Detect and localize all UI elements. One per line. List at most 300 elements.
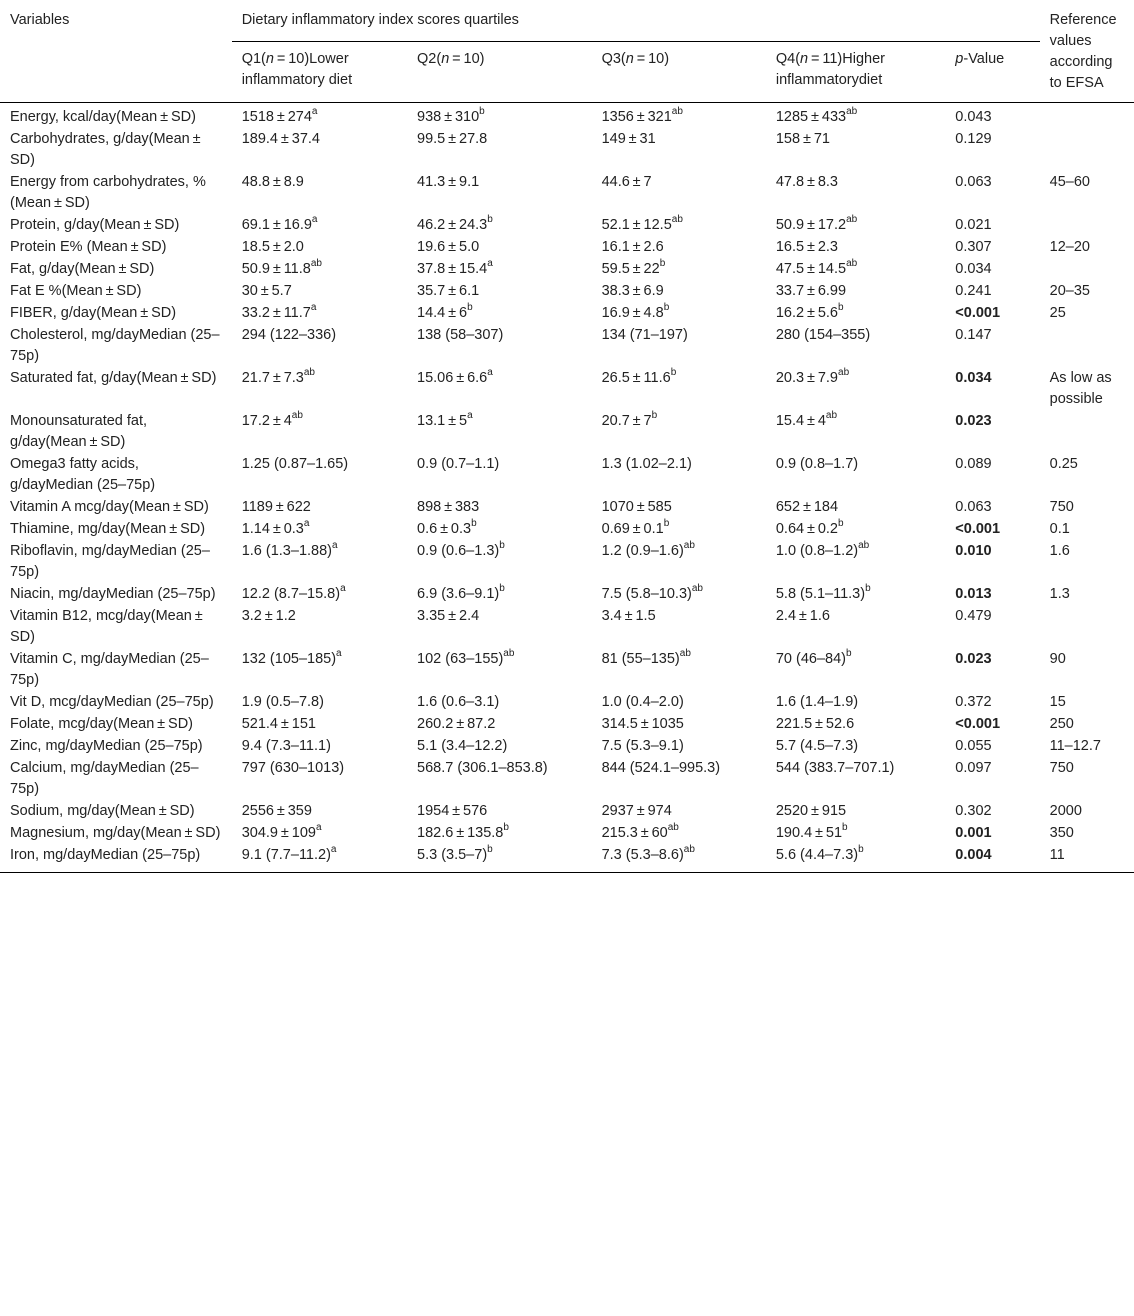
- cell-q4-value: 158 ± 71: [775, 131, 830, 147]
- cell-q3-value: 0.69 ± 0.1: [601, 521, 664, 537]
- cell-variable-value: Energy from carbohydrates, % (Mean ± SD): [10, 174, 206, 211]
- cell-q3-value: 2937 ± 974: [601, 803, 672, 819]
- table-row: [0, 237, 1134, 259]
- cell-reference-value: 20–35: [1049, 283, 1090, 299]
- cell-q2: [407, 519, 592, 541]
- cell-q3: [592, 325, 766, 368]
- cell-q3-value: 3.4 ± 1.5: [601, 608, 656, 624]
- cell-reference-value: 90: [1049, 651, 1066, 667]
- cell-reference: [1040, 215, 1134, 237]
- cell-q2-value: 182.6 ± 135.8: [417, 825, 504, 841]
- table-row: [0, 519, 1134, 541]
- cell-q2-value: 46.2 ± 24.3: [417, 217, 488, 233]
- cell-p-value: [945, 215, 1039, 237]
- cell-variable: [0, 368, 232, 411]
- cell-q2-superscript: b: [499, 583, 505, 595]
- cell-reference-value: 250: [1049, 716, 1074, 732]
- cell-q3-value: 1.2 (0.9–1.6): [601, 543, 684, 559]
- cell-variable: [0, 172, 232, 215]
- cell-reference-value: 350: [1049, 825, 1074, 841]
- table-row: [0, 606, 1134, 649]
- cell-q2-value: 3.35 ± 2.4: [417, 608, 480, 624]
- cell-q2: [407, 606, 592, 649]
- cell-p-value-value: 0.129: [955, 131, 992, 147]
- cell-reference-value: 1.6: [1049, 543, 1070, 559]
- cell-reference-value: 12–20: [1049, 239, 1090, 255]
- cell-q4-value: 15.4 ± 4: [775, 413, 826, 429]
- cell-q4: [766, 303, 945, 325]
- cell-q3-superscript: ab: [671, 214, 683, 226]
- cell-reference: [1040, 692, 1134, 714]
- cell-q4-value: 16.5 ± 2.3: [775, 239, 839, 255]
- cell-p-value-value: 0.023: [955, 651, 992, 667]
- cell-variable: [0, 692, 232, 714]
- cell-p-value-value: 0.043: [955, 109, 992, 125]
- cell-q1: [232, 281, 407, 303]
- cell-q2-value: 0.9 (0.6–1.3): [417, 543, 500, 559]
- cell-q1: [232, 606, 407, 649]
- cell-p-value: [945, 649, 1039, 692]
- cell-q4: [766, 281, 945, 303]
- cell-q1: [232, 584, 407, 606]
- cell-q1: [232, 215, 407, 237]
- cell-q1: [232, 325, 407, 368]
- cell-q2: [407, 584, 592, 606]
- cell-q2-value: 0.6 ± 0.3: [417, 521, 472, 537]
- cell-q3-value: 52.1 ± 12.5: [601, 217, 672, 233]
- table-body: [0, 103, 1134, 873]
- cell-variable: [0, 237, 232, 259]
- cell-q3-value: 1.0 (0.4–2.0): [601, 694, 684, 710]
- cell-q3: [592, 823, 766, 845]
- cell-reference-value: 11: [1049, 847, 1065, 863]
- cell-q4: [766, 497, 945, 519]
- cell-q1-superscript: a: [311, 106, 318, 118]
- cell-q4-superscript: ab: [825, 410, 838, 422]
- cell-q3-superscript: ab: [671, 106, 683, 118]
- table-row: [0, 103, 1134, 130]
- cell-q4-value: 0.64 ± 0.2: [775, 521, 839, 537]
- cell-q4-value: 1.0 (0.8–1.2): [775, 543, 859, 559]
- header-q4-label: Q4(n = 11)Higher inflammatorydiet: [775, 50, 885, 88]
- cell-q1-superscript: a: [311, 214, 318, 226]
- cell-q1-superscript: a: [340, 583, 346, 595]
- cell-q3: [592, 519, 766, 541]
- cell-p-value-value: 0.241: [955, 283, 992, 299]
- cell-p-value: [945, 541, 1039, 584]
- cell-variable: [0, 714, 232, 736]
- cell-q2-superscript: ab: [503, 648, 515, 660]
- cell-q4: [766, 649, 945, 692]
- cell-q1: [232, 172, 407, 215]
- cell-reference: [1040, 649, 1134, 692]
- cell-variable-value: Thiamine, mg/day(Mean ± SD): [10, 521, 206, 537]
- cell-reference-value: 25: [1049, 305, 1066, 321]
- cell-q3-value: 844 (524.1–995.3): [601, 760, 721, 776]
- table-row: [0, 692, 1134, 714]
- cell-variable-value: Vit D, mcg/dayMedian (25–75p): [10, 694, 214, 710]
- table-row: [0, 845, 1134, 873]
- cell-reference: [1040, 845, 1134, 873]
- table-row: [0, 411, 1134, 454]
- cell-variable: [0, 845, 232, 873]
- cell-q3: [592, 736, 766, 758]
- cell-q4: [766, 411, 945, 454]
- cell-p-value-value: 0.013: [955, 586, 992, 602]
- cell-p-value: [945, 259, 1039, 281]
- cell-p-value-value: 0.004: [955, 847, 992, 863]
- cell-variable-value: Niacin, mg/dayMedian (25–75p): [10, 586, 216, 602]
- cell-q4-value: 47.5 ± 14.5: [775, 261, 847, 277]
- cell-q1-value: 797 (630–1013): [241, 760, 345, 776]
- cell-q4-superscript: b: [838, 302, 844, 314]
- cell-q4-superscript: ab: [838, 367, 850, 379]
- header-q1: [232, 41, 407, 102]
- cell-p-value: [945, 714, 1039, 736]
- table-row: [0, 649, 1134, 692]
- cell-variable-value: Riboflavin, mg/dayMedian (25–75p): [10, 543, 210, 580]
- header-q2-label: Q2(n = 10): [417, 50, 485, 67]
- cell-p-value-value: 0.097: [955, 760, 992, 776]
- cell-p-value: [945, 823, 1039, 845]
- cell-q4-superscript: ab: [846, 106, 858, 118]
- table-row: [0, 368, 1134, 411]
- cell-q2-superscript: b: [479, 106, 485, 118]
- cell-q1-value: 1.25 (0.87–1.65): [241, 456, 349, 472]
- header-dii-quartiles: Dietary inflammatory index scores quartiles: [241, 12, 519, 28]
- cell-q3-value: 20.7 ± 7: [601, 413, 652, 429]
- cell-q4: [766, 129, 945, 172]
- cell-reference-value: 0.1: [1049, 521, 1070, 537]
- cell-variable: [0, 281, 232, 303]
- cell-q3-value: 314.5 ± 1035: [601, 716, 684, 732]
- cell-q1: [232, 237, 407, 259]
- cell-q2-value: 102 (63–155): [417, 651, 504, 667]
- cell-q1-superscript: a: [332, 540, 338, 552]
- cell-q4: [766, 823, 945, 845]
- cell-q4: [766, 606, 945, 649]
- cell-q3-superscript: ab: [691, 583, 703, 595]
- cell-q1: [232, 758, 407, 801]
- cell-variable: [0, 325, 232, 368]
- cell-q4: [766, 714, 945, 736]
- cell-q4: [766, 584, 945, 606]
- cell-q4-superscript: b: [858, 844, 864, 856]
- cell-q3: [592, 584, 766, 606]
- cell-q2: [407, 411, 592, 454]
- cell-p-value: [945, 758, 1039, 801]
- cell-q1-value: 48.8 ± 8.9: [241, 174, 304, 190]
- cell-q4-value: 280 (154–355): [775, 327, 871, 343]
- cell-q4-value: 16.2 ± 5.6: [775, 305, 839, 321]
- cell-reference: [1040, 368, 1134, 411]
- cell-q3: [592, 129, 766, 172]
- table-row: [0, 172, 1134, 215]
- header-reference-efsa: Reference values according to EFSA: [1049, 12, 1117, 91]
- cell-p-value-value: 0.063: [955, 499, 992, 515]
- cell-variable: [0, 584, 232, 606]
- cell-q4: [766, 758, 945, 801]
- cell-q2-value: 898 ± 383: [417, 499, 480, 515]
- cell-q2-value: 5.1 (3.4–12.2): [417, 738, 508, 754]
- cell-q3-value: 1356 ± 321: [601, 109, 672, 125]
- cell-variable: [0, 519, 232, 541]
- cell-q4: [766, 215, 945, 237]
- cell-variable-value: Energy, kcal/day(Mean ± SD): [10, 109, 196, 125]
- cell-q3-superscript: b: [670, 367, 677, 379]
- cell-variable-value: Fat E %(Mean ± SD): [10, 283, 142, 299]
- cell-q4-value: 50.9 ± 17.2: [775, 217, 847, 233]
- cell-variable-value: Protein, g/day(Mean ± SD): [10, 217, 180, 233]
- cell-p-value: [945, 237, 1039, 259]
- table-row: [0, 584, 1134, 606]
- cell-reference: [1040, 454, 1134, 497]
- cell-q1: [232, 303, 407, 325]
- cell-q2: [407, 281, 592, 303]
- cell-variable: [0, 497, 232, 519]
- cell-reference: [1040, 758, 1134, 801]
- cell-variable-value: Vitamin B12, mcg/day(Mean ± SD): [10, 608, 206, 645]
- cell-q3: [592, 758, 766, 801]
- header-q2: [407, 41, 592, 102]
- cell-q1-superscript: a: [330, 844, 337, 856]
- cell-q1-superscript: ab: [291, 410, 303, 422]
- cell-reference-value: 750: [1049, 499, 1074, 515]
- cell-reference-value: 1.3: [1049, 586, 1070, 602]
- cell-q4-superscript: ab: [846, 258, 858, 270]
- cell-q1-value: 1518 ± 274: [241, 109, 312, 125]
- cell-q3: [592, 801, 766, 823]
- cell-q2-value: 13.1 ± 5: [417, 413, 468, 429]
- cell-p-value-value: 0.479: [955, 608, 992, 624]
- cell-reference: [1040, 172, 1134, 215]
- cell-q1-value: 12.2 (8.7–15.8): [241, 586, 341, 602]
- cell-q4: [766, 801, 945, 823]
- cell-q2-value: 19.6 ± 5.0: [417, 239, 480, 255]
- cell-q3-value: 16.9 ± 4.8: [601, 305, 664, 321]
- cell-q1: [232, 129, 407, 172]
- cell-variable-value: Saturated fat, g/day(Mean ± SD): [10, 370, 217, 386]
- cell-q4-value: 2.4 ± 1.6: [775, 608, 830, 624]
- cell-q4-value: 190.4 ± 51: [775, 825, 843, 841]
- cell-q2-value: 37.8 ± 15.4: [417, 261, 488, 277]
- cell-q1-value: 21.7 ± 7.3: [241, 370, 304, 386]
- cell-q4-superscript: ab: [858, 540, 870, 552]
- cell-p-value-value: 0.372: [955, 694, 992, 710]
- cell-q1-value: 9.4 (7.3–11.1): [241, 738, 331, 754]
- cell-q3-superscript: b: [659, 258, 666, 270]
- header-q1-label: Q1(n = 10)Lower inflammatory diet: [241, 50, 353, 88]
- cell-q2: [407, 172, 592, 215]
- cell-q2-value: 1.6 (0.6–3.1): [417, 694, 500, 710]
- cell-q4-value: 5.7 (4.5–7.3): [775, 738, 859, 754]
- cell-q3: [592, 215, 766, 237]
- cell-q2: [407, 215, 592, 237]
- cell-p-value-value: 0.034: [955, 261, 992, 277]
- cell-variable-value: FIBER, g/day(Mean ± SD): [10, 305, 177, 321]
- cell-q2-value: 99.5 ± 27.8: [417, 131, 488, 147]
- cell-q1-value: 1.14 ± 0.3: [241, 521, 304, 537]
- cell-q3-superscript: ab: [683, 844, 695, 856]
- cell-reference: [1040, 259, 1134, 281]
- cell-variable-value: Calcium, mg/dayMedian (25–75p): [10, 760, 199, 797]
- cell-q4: [766, 736, 945, 758]
- cell-q1: [232, 649, 407, 692]
- cell-q2: [407, 736, 592, 758]
- cell-variable-value: Omega3 fatty acids, g/dayMedian (25–75p): [10, 456, 156, 493]
- cell-reference-value: 11–12.7: [1049, 738, 1101, 754]
- cell-q1: [232, 411, 407, 454]
- cell-q4-value: 652 ± 184: [775, 499, 839, 515]
- cell-q3: [592, 303, 766, 325]
- cell-reference: [1040, 411, 1134, 454]
- cell-q2-superscript: b: [467, 302, 473, 314]
- cell-q1: [232, 497, 407, 519]
- header-q4: [766, 41, 945, 102]
- cell-p-value: [945, 584, 1039, 606]
- cell-q2-value: 568.7 (306.1–853.8): [417, 760, 548, 776]
- header-q3-label: Q3(n = 10): [601, 50, 670, 67]
- cell-q2: [407, 237, 592, 259]
- cell-q4: [766, 237, 945, 259]
- cell-p-value-value: 0.063: [955, 174, 992, 190]
- cell-q4-value: 1285 ± 433: [775, 109, 847, 125]
- cell-q1: [232, 736, 407, 758]
- cell-reference: [1040, 129, 1134, 172]
- cell-q1-superscript: a: [315, 822, 322, 834]
- cell-p-value-value: 0.001: [955, 825, 992, 841]
- cell-p-value: [945, 497, 1039, 519]
- cell-q4-value: 20.3 ± 7.9: [775, 370, 839, 386]
- table-row: [0, 541, 1134, 584]
- cell-p-value-value: 0.147: [955, 327, 992, 343]
- cell-q3: [592, 541, 766, 584]
- cell-q2: [407, 541, 592, 584]
- cell-q3: [592, 497, 766, 519]
- cell-q1-superscript: ab: [310, 258, 322, 270]
- cell-p-value-value: 0.034: [955, 370, 992, 386]
- cell-q4: [766, 541, 945, 584]
- cell-q3-value: 38.3 ± 6.9: [601, 283, 664, 299]
- cell-q2-value: 14.4 ± 6: [417, 305, 468, 321]
- cell-q1: [232, 103, 407, 130]
- cell-q4: [766, 519, 945, 541]
- cell-q2: [407, 454, 592, 497]
- cell-p-value: [945, 325, 1039, 368]
- cell-variable: [0, 606, 232, 649]
- cell-p-value: [945, 801, 1039, 823]
- cell-q4-value: 1.6 (1.4–1.9): [775, 694, 859, 710]
- cell-p-value: [945, 411, 1039, 454]
- cell-variable-value: Fat, g/day(Mean ± SD): [10, 261, 155, 277]
- cell-p-value: [945, 736, 1039, 758]
- cell-reference-value: As low as possible: [1049, 370, 1112, 407]
- cell-reference-value: 2000: [1049, 803, 1082, 819]
- cell-q3: [592, 281, 766, 303]
- cell-q3-value: 134 (71–197): [601, 327, 688, 343]
- table-row: [0, 758, 1134, 801]
- cell-q3: [592, 649, 766, 692]
- cell-q2-superscript: b: [499, 540, 505, 552]
- cell-reference: [1040, 497, 1134, 519]
- cell-reference: [1040, 237, 1134, 259]
- cell-q1-superscript: ab: [303, 367, 315, 379]
- cell-q3: [592, 237, 766, 259]
- table-row: [0, 303, 1134, 325]
- cell-q2: [407, 692, 592, 714]
- cell-q4-superscript: b: [838, 518, 844, 530]
- cell-q2: [407, 801, 592, 823]
- cell-variable-value: Sodium, mg/day(Mean ± SD): [10, 803, 195, 819]
- cell-q4: [766, 454, 945, 497]
- cell-q4: [766, 103, 945, 130]
- table-row: [0, 281, 1134, 303]
- cell-variable-value: Cholesterol, mg/dayMedian (25–75p): [10, 327, 220, 364]
- cell-q3-value: 59.5 ± 22: [601, 261, 660, 277]
- table-row: [0, 454, 1134, 497]
- cell-q1: [232, 541, 407, 584]
- cell-q4: [766, 325, 945, 368]
- cell-q2-value: 5.3 (3.5–7): [417, 847, 488, 863]
- cell-q1: [232, 845, 407, 873]
- cell-q1: [232, 714, 407, 736]
- cell-q4: [766, 692, 945, 714]
- cell-q1-superscript: a: [310, 302, 317, 314]
- cell-reference-value: 15: [1049, 694, 1066, 710]
- cell-variable: [0, 215, 232, 237]
- cell-variable-value: Vitamin C, mg/dayMedian (25–75p): [10, 651, 209, 688]
- cell-q4: [766, 845, 945, 873]
- cell-p-value: [945, 368, 1039, 411]
- cell-reference-value: 0.25: [1049, 456, 1078, 472]
- cell-variable: [0, 103, 232, 130]
- cell-reference: [1040, 519, 1134, 541]
- cell-reference: [1040, 736, 1134, 758]
- cell-q3: [592, 172, 766, 215]
- cell-p-value: [945, 519, 1039, 541]
- cell-q1-value: 521.4 ± 151: [241, 716, 316, 732]
- table-row: [0, 259, 1134, 281]
- cell-q1-value: 2556 ± 359: [241, 803, 312, 819]
- cell-q1-value: 132 (105–185): [241, 651, 337, 667]
- header-p-rest: -Value: [963, 50, 1005, 67]
- table-row: [0, 801, 1134, 823]
- cell-q3-value: 1.3 (1.02–2.1): [601, 456, 692, 472]
- cell-q2: [407, 823, 592, 845]
- cell-q2: [407, 497, 592, 519]
- cell-q3-superscript: b: [651, 410, 658, 422]
- cell-q3: [592, 714, 766, 736]
- cell-p-value-value: 0.023: [955, 413, 992, 429]
- cell-variable-value: Monounsaturated fat, g/day(Mean ± SD): [10, 413, 148, 450]
- cell-variable: [0, 823, 232, 845]
- cell-variable-value: Iron, mg/dayMedian (25–75p): [10, 847, 201, 863]
- cell-q3-value: 7.3 (5.3–8.6): [601, 847, 684, 863]
- cell-q1-value: 1.6 (1.3–1.88): [241, 543, 332, 559]
- cell-variable-value: Folate, mcg/day(Mean ± SD): [10, 716, 193, 732]
- cell-q4-value: 70 (46–84): [775, 651, 846, 667]
- cell-q1-value: 294 (122–336): [241, 327, 337, 343]
- nutrient-intake-table: [0, 10, 1134, 873]
- cell-variable-value: Vitamin A mcg/day(Mean ± SD): [10, 499, 209, 515]
- cell-p-value: [945, 692, 1039, 714]
- header-p-italic: p: [955, 50, 964, 67]
- cell-q1: [232, 454, 407, 497]
- cell-p-value: [945, 454, 1039, 497]
- cell-q2-value: 938 ± 310: [417, 109, 480, 125]
- cell-variable: [0, 801, 232, 823]
- cell-p-value: [945, 103, 1039, 130]
